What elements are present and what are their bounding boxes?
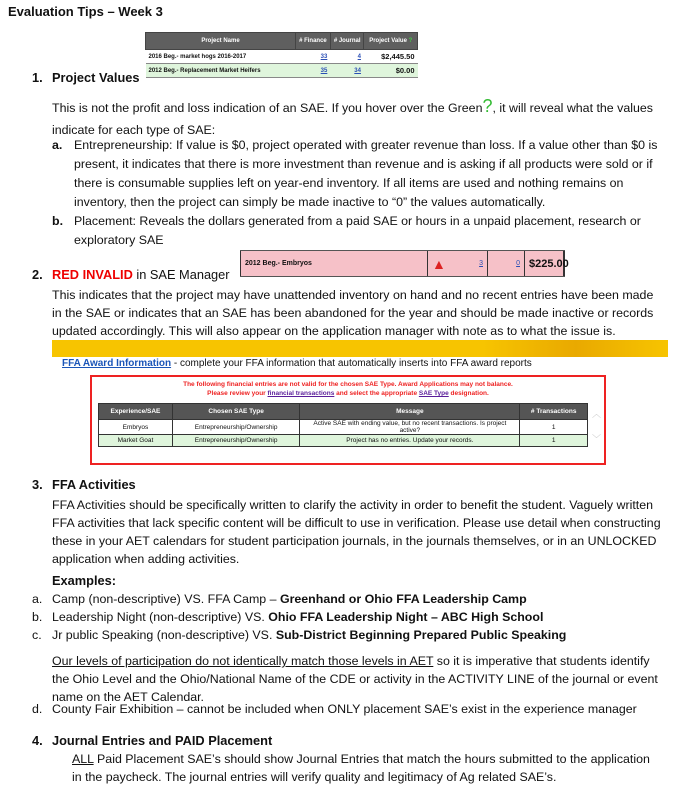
- message: Active SAE with ending value, but no recent transactions. Is project active?: [300, 420, 520, 435]
- examples-list: [32, 590, 652, 644]
- col-finance: # Finance: [296, 33, 331, 50]
- list-item: c. Jr public Speaking (non-descriptive) VS. Sub-District Beginning Prepared Public Speaking: [32, 628, 567, 642]
- green-question-icon: ?: [482, 96, 493, 116]
- project-table: [145, 32, 418, 78]
- financial-transactions-link[interactable]: financial transactions: [267, 390, 335, 397]
- message: Project has no entries. Update your records.: [300, 435, 520, 447]
- sae-type-link[interactable]: SAE Type: [418, 390, 449, 397]
- section-1-item-b: b. Placement: Reveals the dollars generated from a paid SAE or hours in a unpaid placement, research or exploratory SAE: [52, 214, 641, 247]
- list-item-d: d. County Fair Exhibition – cannot be included when ONLY placement SAE’s exist in the experience manager: [32, 702, 637, 716]
- scroll-down-icon[interactable]: ﹀: [591, 434, 601, 444]
- section-1-intro: This is not the profit and loss indication of an SAE. If you hover over the Green?, it will reveal what the values indicate for each type of SAE:: [52, 96, 653, 137]
- transactions: 1: [520, 435, 588, 447]
- list-item: a. Camp (non-descriptive) VS. FFA Camp – Greenhand or Ohio FFA Leadership Camp: [32, 592, 527, 606]
- project-name: 2012 Beg.- Embryos: [240, 251, 428, 276]
- page-title: Evaluation Tips – Week 3: [8, 4, 163, 19]
- finance-link[interactable]: 3: [479, 260, 483, 267]
- invalid-project-row: [240, 250, 569, 277]
- section-2-heading: 2. RED INVALID in SAE Manager: [32, 267, 230, 282]
- project-value: $225.00: [525, 251, 565, 276]
- table-row: [146, 50, 418, 64]
- col-journal: # Journal: [330, 33, 364, 50]
- finance-link[interactable]: 33: [296, 50, 331, 64]
- project-name: 2012 Beg.- Replacement Market Heifers: [146, 64, 296, 78]
- sae-type: Entrepreneurship/Ownership: [172, 420, 299, 435]
- examples-heading: Examples:: [52, 573, 117, 588]
- col-message: Message: [300, 404, 520, 420]
- invalid-entries-panel: [90, 375, 606, 465]
- warning-message: The following financial entries are not valid for the chosen SAE Type. Award Applications may not balance. Please review your financial transactions and select the appropriate SAE Type designation.: [183, 381, 513, 397]
- experience: Embryos: [99, 420, 173, 435]
- section-4-text: ALL Paid Placement SAE’s should show Journal Entries that match the hours submitted to the application in the paycheck. The journal entries will verify quality and legitimacy of Ag related SAE’s.: [72, 752, 650, 784]
- journal-link[interactable]: 4: [330, 50, 364, 64]
- section-4-heading: 4. Journal Entries and PAID Placement: [32, 733, 273, 748]
- section-2-text: This indicates that the project may have unattended inventory on hand and no recent entries have been made in the SAE or indicates that an SAE has been abandoned for the year and should be made inactive or records updated accordingly. This will also appear on the application manager with note as to what the issue is.: [52, 288, 654, 338]
- col-transactions: # Transactions: [520, 404, 588, 420]
- project-value: $0.00: [364, 64, 418, 78]
- ffa-award-line: FFA Award Information - complete your FFA information that automatically inserts into FFA award reports: [62, 358, 532, 369]
- warning-triangle-icon: ▲: [432, 255, 446, 272]
- ffa-award-link[interactable]: FFA Award Information: [62, 358, 172, 369]
- experience: Market Goat: [99, 435, 173, 447]
- finance-link[interactable]: 35: [296, 64, 331, 78]
- section-3-heading: 3. FFA Activities: [32, 477, 136, 492]
- journal-link[interactable]: 34: [330, 64, 364, 78]
- participation-note: Our levels of participation do not identically match those levels in AET so it is imperative that students identify the Ohio Level and the Ohio/National Name of the CDE or activity in the ACTIVITY LINE of the journal or event name on the AET Calendar.: [52, 654, 658, 704]
- col-value: Project Value ?: [364, 33, 418, 50]
- section-1-item-a: a. Entrepreneurship: If value is $0, project operated with greater revenue than loss. If a value other than $0 is present, it indicates that there is more investment than revenue and is asking if all products were sold or if there is consumable supplies left on year-end inventory. If all items are used and nothing remains on inventory, then the project can simply be made inactive to “0” the values automatically.: [52, 138, 658, 209]
- col-project-name: Project Name: [146, 33, 296, 50]
- sae-type: Entrepreneurship/Ownership: [172, 435, 299, 447]
- section-1-heading: 1. Project Values: [32, 70, 140, 85]
- project-name: 2016 Beg.- market hogs 2016-2017: [146, 50, 296, 64]
- yellow-banner: [52, 340, 668, 357]
- journal-link[interactable]: 0: [488, 251, 525, 276]
- list-item: b. Leadership Night (non-descriptive) VS. Ohio FFA Leadership Night – ABC High School: [32, 610, 544, 624]
- table-row: [99, 420, 588, 435]
- col-experience: Experience/SAE: [99, 404, 173, 420]
- table-row: [99, 435, 588, 447]
- table-row: [146, 64, 418, 78]
- invalid-entries-table: [98, 403, 588, 447]
- warning-cell: [428, 251, 488, 276]
- help-question-icon[interactable]: ?: [408, 38, 413, 44]
- project-value: $2,445.50: [364, 50, 418, 64]
- transactions: 1: [520, 420, 588, 435]
- col-sae-type: Chosen SAE Type: [172, 404, 299, 420]
- scroll-up-icon[interactable]: ︿: [591, 409, 601, 419]
- section-3-text: FFA Activities should be specifically written to clarify the activity in order to benefit the student. Vaguely written FFA activities that lack specific content will be difficult to use in verification. Please use detail when constructing these in your AET calendars for student participation journals, in the journals themselves, or in an UNLOCKED application when adding activities.: [52, 498, 661, 566]
